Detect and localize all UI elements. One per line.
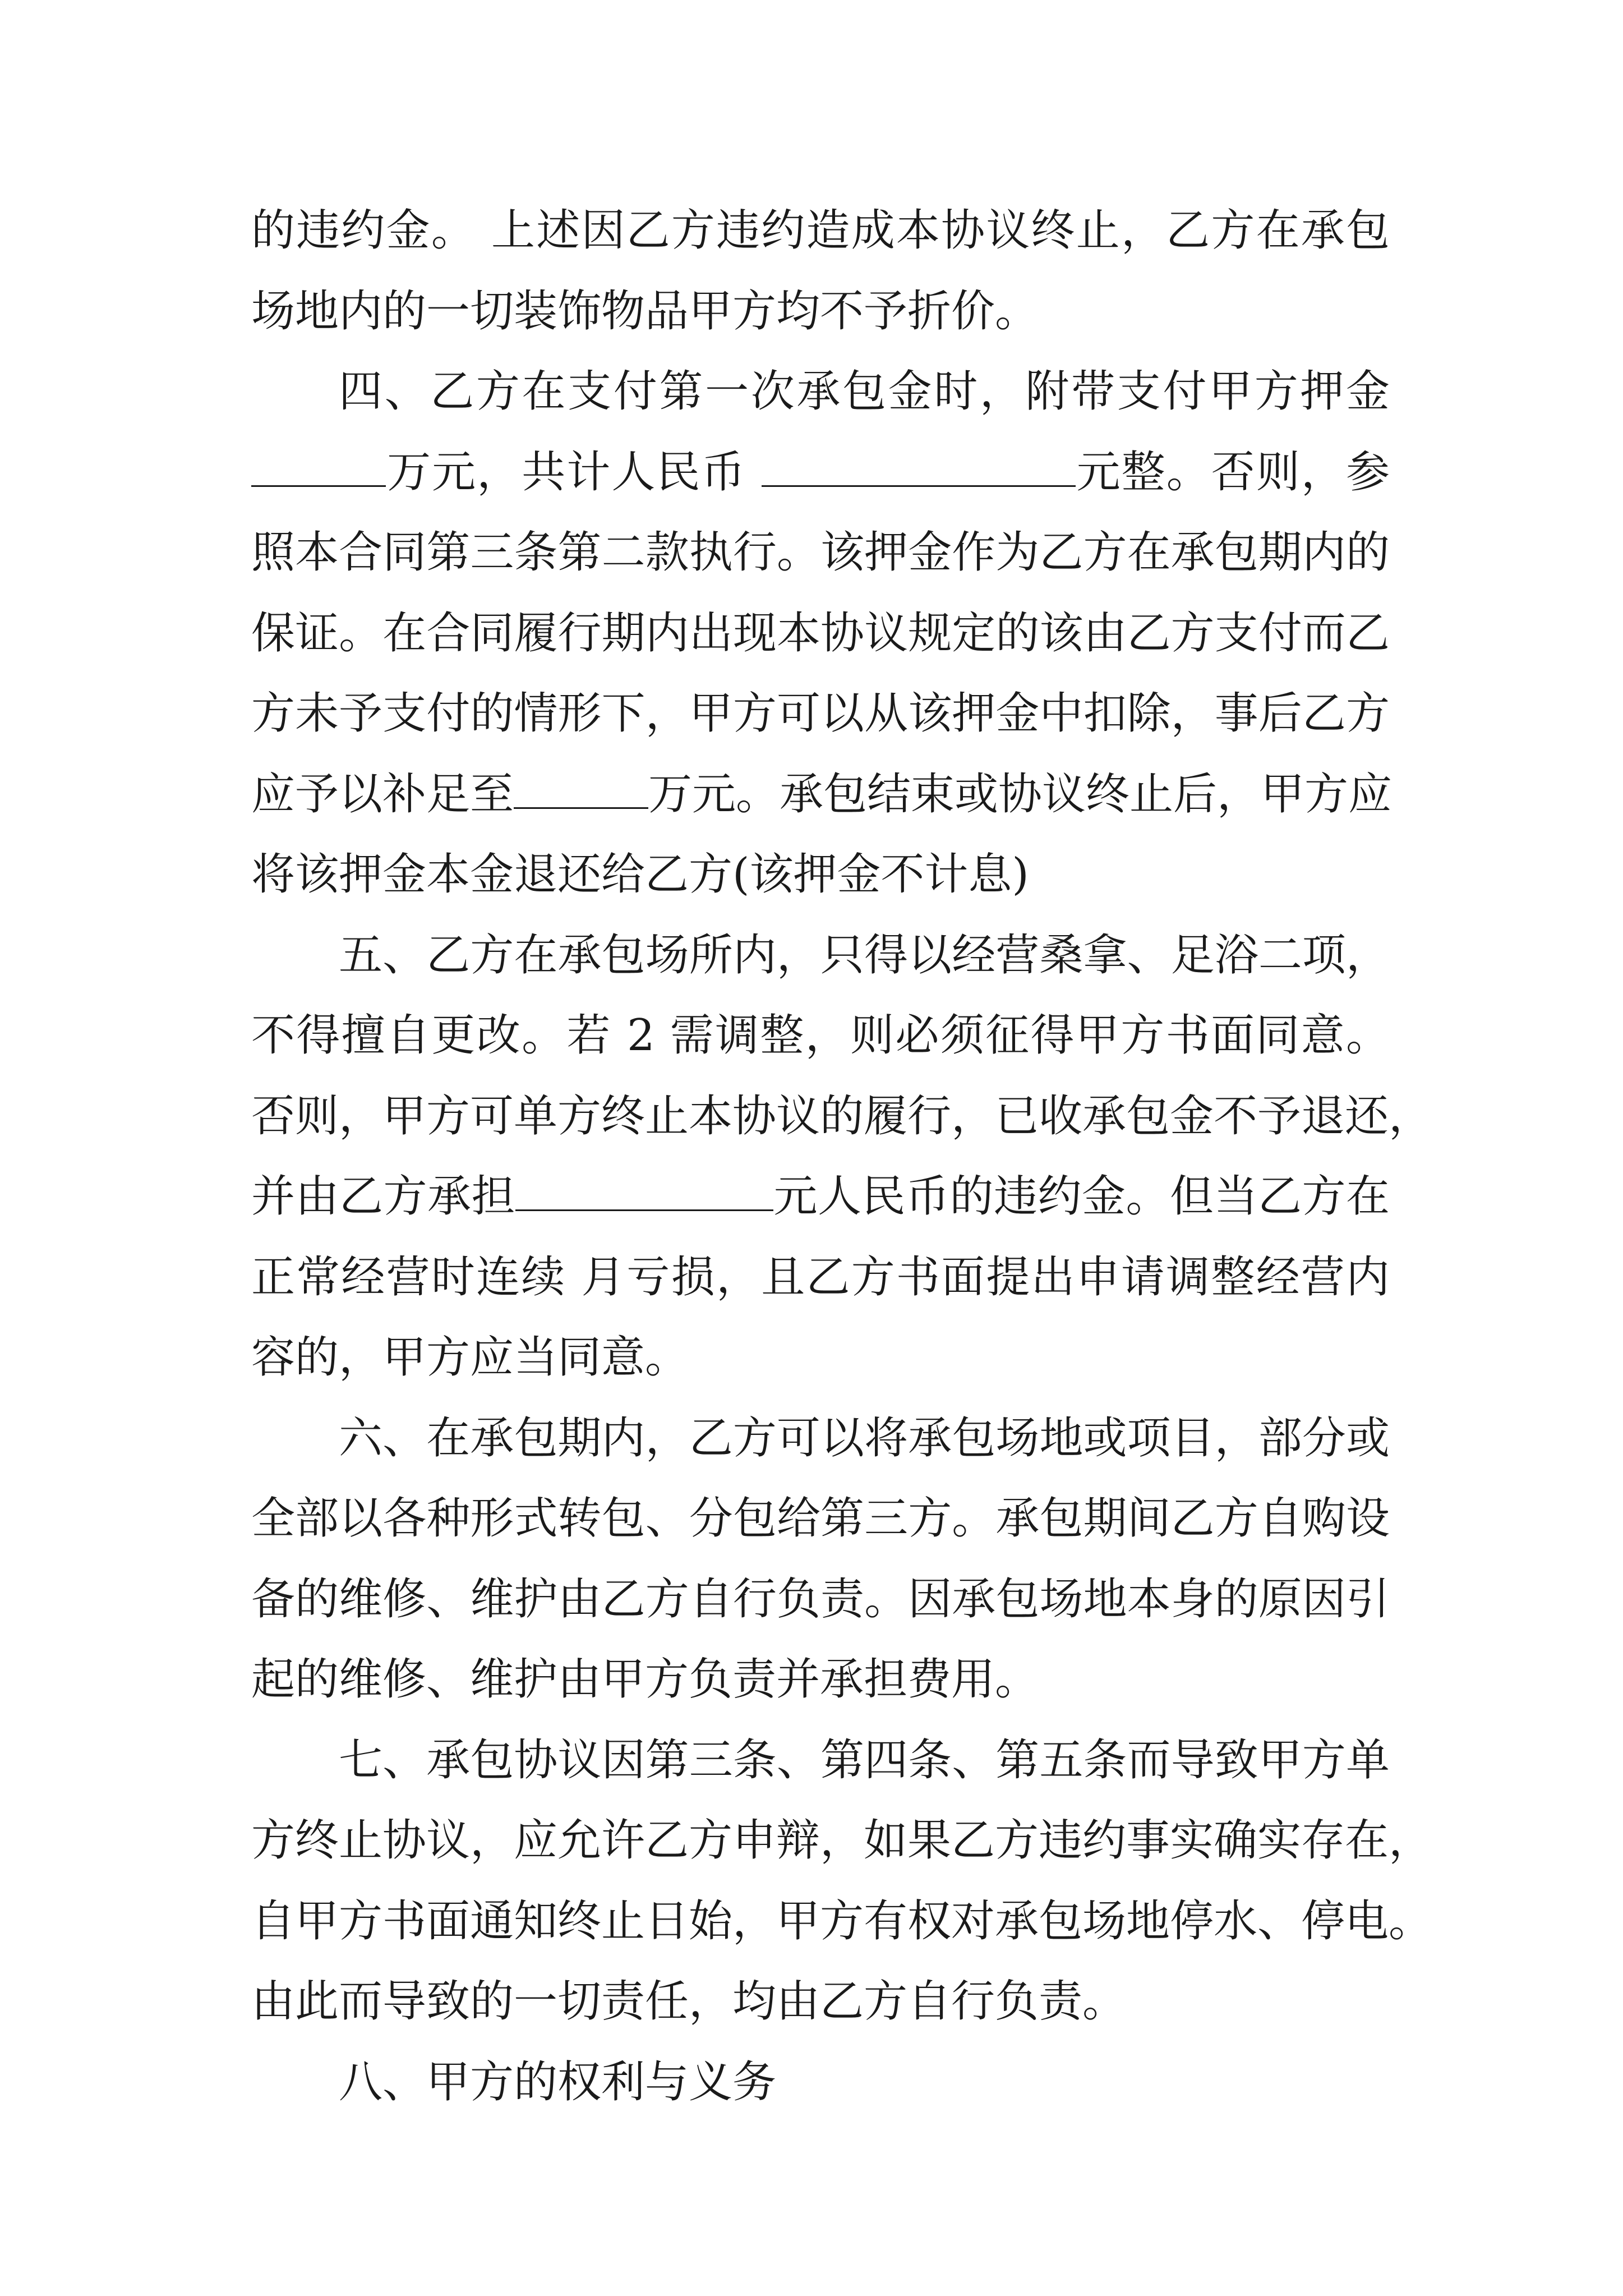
text-line: 的违约金。 上述因乙方违约造成本协议终止，乙方在承包 (251, 205, 1390, 256)
text-line: 四、乙方在支付第一次承包金时，附带支付甲方押金 (339, 366, 1390, 417)
text-line: 自甲方书面通知终止日始，甲方有权对承包场地停水、停电。 (251, 1895, 1433, 1947)
text-line: 容的，甲方应当同意。 (251, 1332, 689, 1383)
text-line: 备的维修、维护由乙方自行负责。因承包场地本身的原因引 (251, 1573, 1390, 1625)
text-line: 六、在承包期内，乙方可以将承包场地或项目，部分或 (339, 1412, 1390, 1464)
text-line: 将该押金本金退还给乙方(该押金不计息) (251, 849, 1029, 900)
blank-field (251, 441, 386, 487)
text-line: 起的维修、维护由甲方负责并承担费用。 (251, 1654, 1039, 1705)
text-line: 否则，甲方可单方终止本协议的履行，已收承包金不予退还， (251, 1091, 1433, 1142)
text-line: 万元，共计人民币 元整。否则，参 (251, 432, 1390, 513)
text-line: 五、乙方在承包场所内，只得以经营桑拿、足浴二项， (339, 930, 1390, 981)
text-line: 照本合同第三条第二款执行。该押金作为乙方在承包期内的 (251, 527, 1390, 578)
text-line: 全部以各种形式转包、分包给第三方。承包期间乙方自购设 (251, 1493, 1390, 1544)
text-line: 八、甲方的权利与义务 (339, 2056, 777, 2108)
text-line: 应予以补足至 万元。承包结束或协议终止后，甲方应 (251, 754, 1390, 835)
text-line: 方终止协议，应允许乙方申辩，如果乙方违约事实确实存在， (251, 1815, 1433, 1866)
text-line: 并由乙方承担 元人民币的违约金。但当乙方在 (251, 1157, 1390, 1237)
text-line: 由此而导致的一切责任，均由乙方自行负责。 (251, 1976, 1127, 2027)
text-line: 不得擅自更改。若 2 需调整，则必须征得甲方书面同意。 (251, 1010, 1390, 1061)
document-body (251, 191, 1433, 2123)
text-line: 方未予支付的情形下，甲方可以从该押金中扣除，事后乙方 (251, 688, 1390, 739)
text-line: 正常经营时连续 月亏损，且乙方书面提出申请调整经营内 (251, 1251, 1390, 1303)
blank-field (515, 1166, 773, 1211)
text-line: 七、承包协议因第三条、第四条、第五条而导致甲方单 (339, 1734, 1390, 1786)
blank-field (514, 763, 648, 809)
blank-field (762, 441, 1076, 487)
text-line: 场地内的一切装饰物品甲方均不予折价。 (251, 286, 1039, 337)
text-line: 保证。在合同履行期内出现本协议规定的该由乙方支付而乙 (251, 608, 1390, 659)
